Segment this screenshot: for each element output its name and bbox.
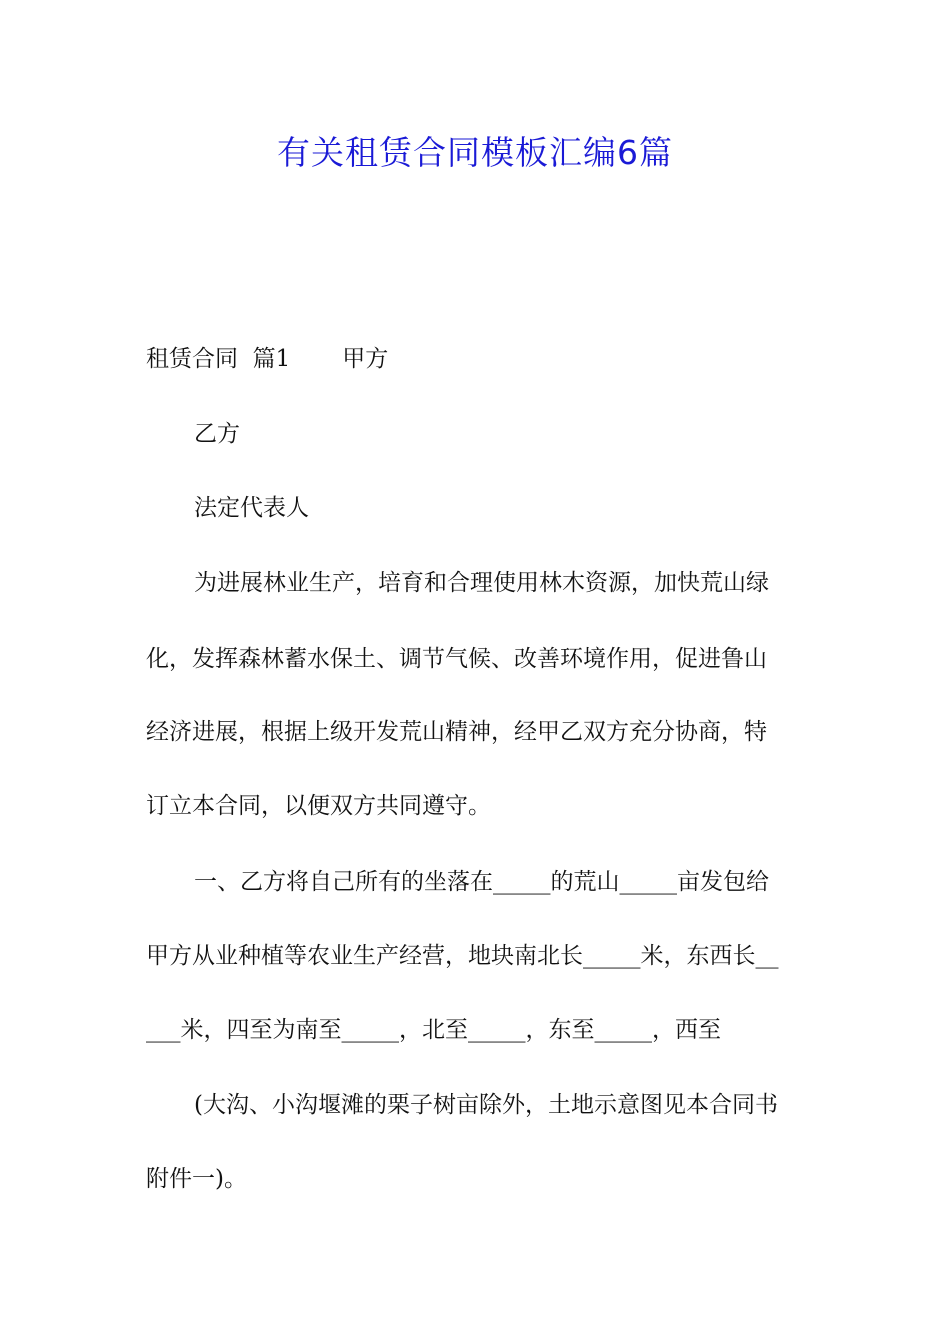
- paragraph2-line1: 一、乙方将自己所有的坐落在_____的荒山_____亩发包给: [194, 869, 769, 895]
- paragraph1-line1: 为进展林业生产，培育和合理使用林木资源，加快荒山绿: [194, 570, 769, 596]
- header-line: [146, 341, 388, 377]
- party-a-label: 甲方: [342, 346, 389, 372]
- party-b-label: 乙方: [194, 421, 240, 447]
- paragraph3-line1: (大沟、小沟堰滩的栗子树亩除外，土地示意图见本合同书: [194, 1092, 778, 1118]
- paragraph2-line3: ___米，四至为南至_____，北至_____，东至_____，西至: [146, 1017, 721, 1043]
- paragraph1-line3: 经济进展，根据上级开发荒山精神，经甲乙双方充分协商，特: [146, 719, 767, 745]
- paragraph1-line4: 订立本合同，以便双方共同遵守。: [146, 793, 491, 819]
- legal-rep-label: 法定代表人: [194, 495, 309, 521]
- section-label: 租赁合同 篇1: [146, 346, 291, 372]
- paragraph1-line2: 化，发挥森林蓄水保土、调节气候、改善环境作用，促进鲁山: [146, 646, 767, 672]
- paragraph3-line2: 附件一)。: [146, 1166, 247, 1192]
- paragraph2-line2: 甲方从业种植等农业生产经营，地块南北长_____米，东西长__: [146, 943, 779, 969]
- document-title: 有关租赁合同模板汇编6篇: [277, 133, 673, 172]
